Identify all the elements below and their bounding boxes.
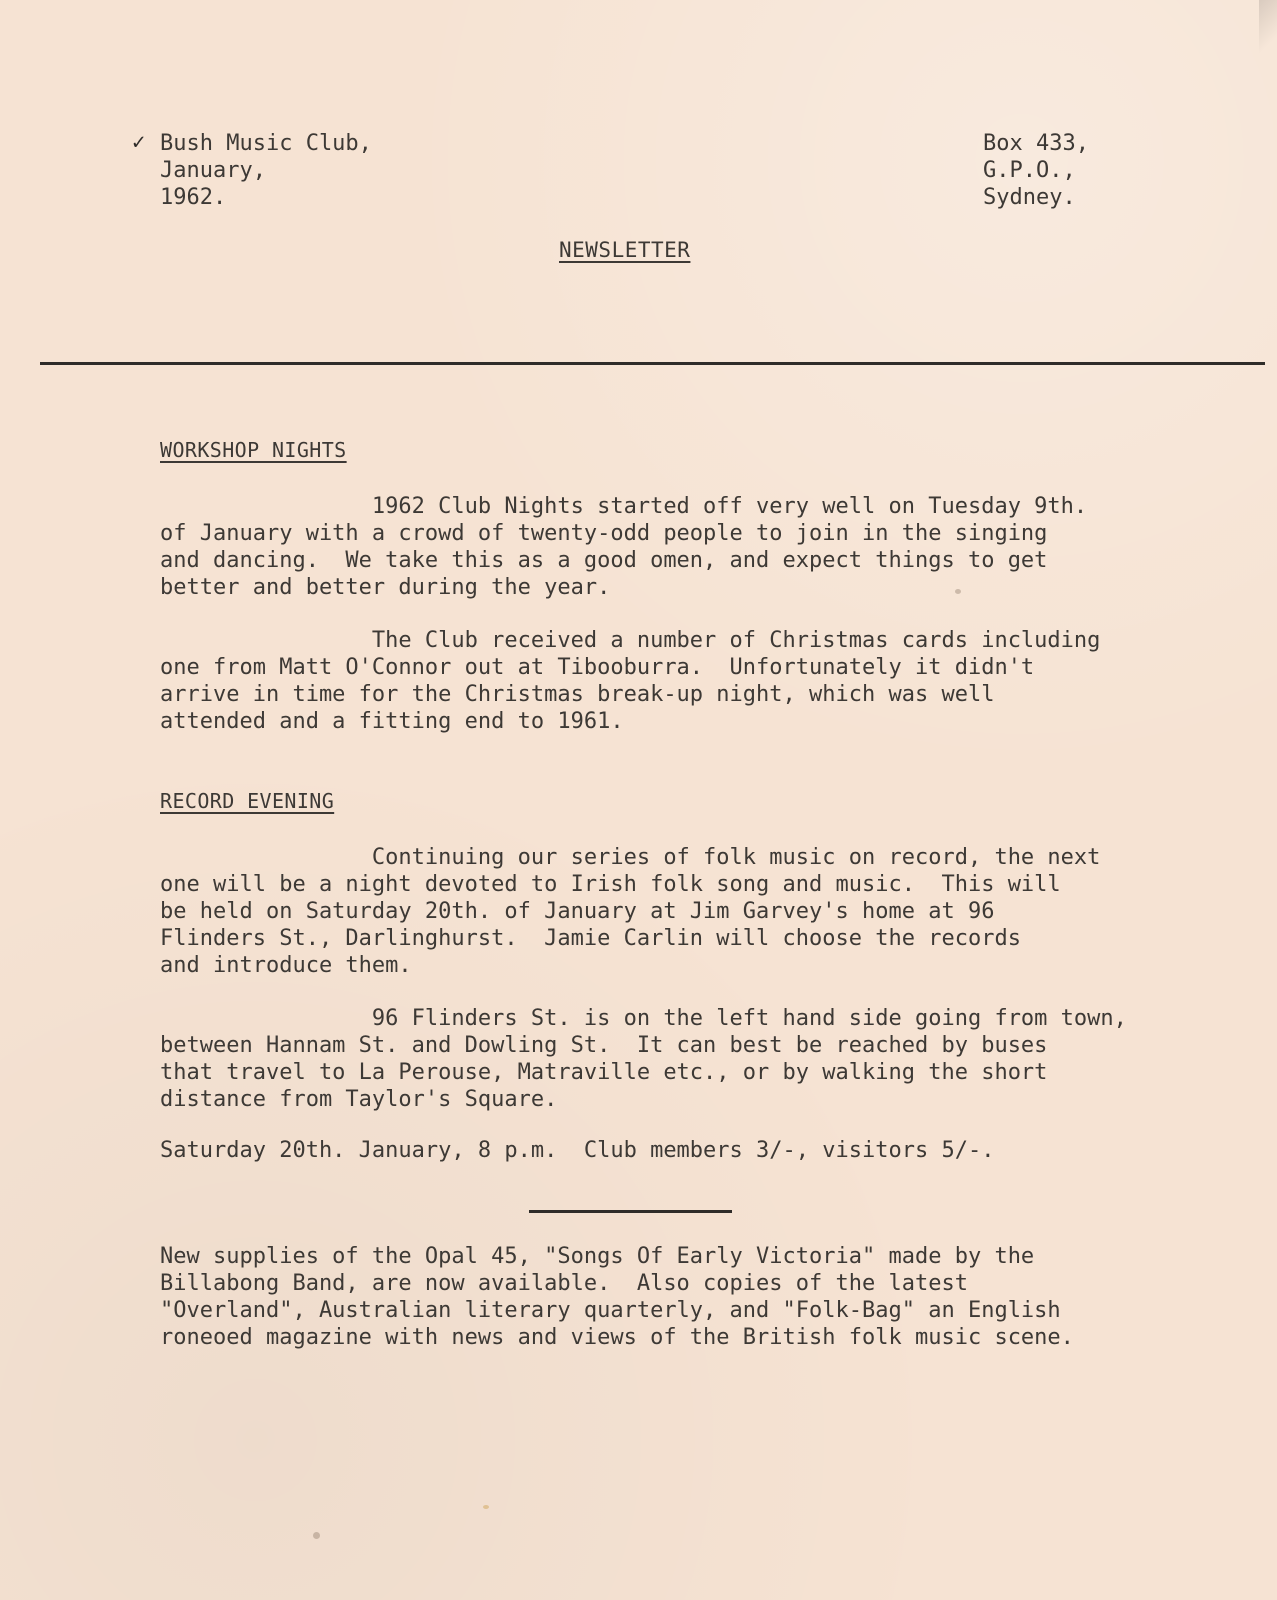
page-corner-shadow: [1259, 0, 1277, 60]
workshop-paragraph-1: 1962 Club Nights started off very well on Tuesday 9th. of January with a crowd of twenty-odd people to join in the singing and dancing. We take this as a good omen, and expect things to get better and better during the year.: [160, 494, 1088, 600]
address-gpo: G.P.O.,: [983, 158, 1076, 183]
paper-speck: [313, 1532, 320, 1539]
newsletter-title: NEWSLETTER: [559, 238, 691, 262]
record-paragraph-2: 96 Flinders St. is on the left hand side going from town, between Hannam St. and Dowling St. It can best be reached by buses that travel to La Perouse, Matraville etc., or by walking the short distance from Taylor's Square.: [160, 1006, 1127, 1112]
record-paragraph-1: Continuing our series of folk music on record, the next one will be a night devoted to Irish folk song and music. This will be held on Saturday 20th. of January at Jim Garvey's home at 96 Flinders St., Darlinghurst. Jamie Carlin will choose the records and introduce them.: [160, 845, 1101, 978]
supplies-paragraph: New supplies of the Opal 45, "Songs Of Early Victoria" made by the Billabong Band, are now available. Also copies of the latest "Overland", Australian literary quarterly, and "Folk-Bag" an English roneoed magazine with news and views of the British folk music scene.: [160, 1244, 1074, 1350]
workshop-paragraph-2: The Club received a number of Christmas cards including one from Matt O'Connor out at Tibooburra. Unfortunately it didn't arrive in time for the Christmas break-up night, which was well attended and a fitting end to 1961.: [160, 628, 1101, 734]
section-divider: [529, 1210, 732, 1213]
sender-block: [160, 130, 372, 211]
address-box: Box 433,: [983, 131, 1089, 156]
handwritten-check-mark: ✓: [132, 130, 146, 155]
header-divider: [40, 362, 1265, 365]
issue-month: January,: [160, 158, 266, 183]
address-city: Sydney.: [983, 185, 1076, 210]
issue-year: 1962.: [160, 185, 227, 210]
address-block: [983, 130, 1089, 211]
paper-speck: [483, 1505, 489, 1509]
record-evening-heading: RECORD EVENING: [160, 789, 335, 813]
org-name: Bush Music Club,: [160, 131, 372, 156]
paper-speck: [955, 589, 961, 594]
event-details: Saturday 20th. January, 8 p.m. Club members 3/-, visitors 5/-.: [160, 1138, 995, 1163]
workshop-nights-heading: WORKSHOP NIGHTS: [160, 438, 347, 462]
